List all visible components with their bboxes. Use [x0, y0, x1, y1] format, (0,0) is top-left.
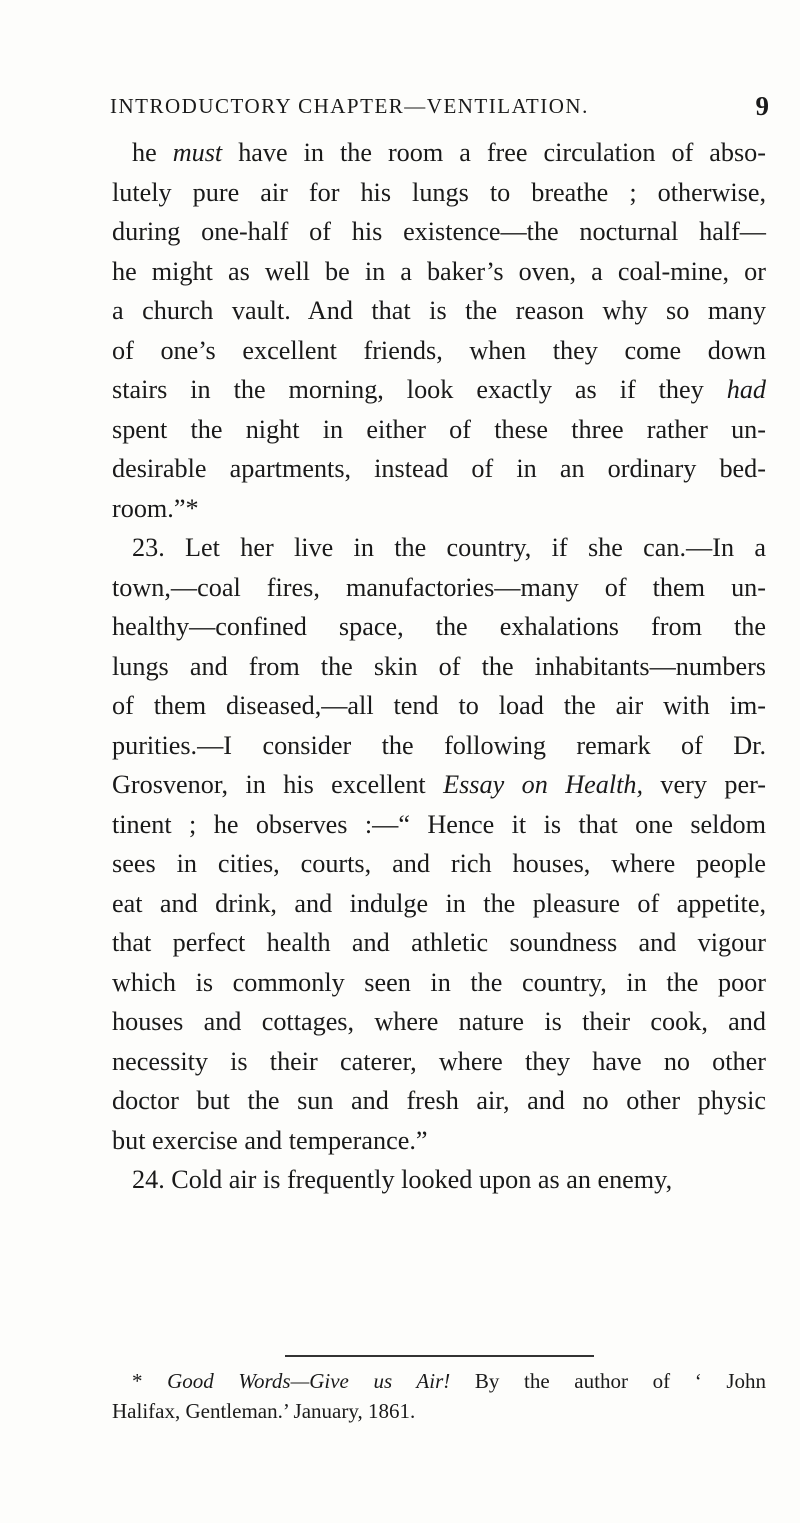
- page-header: [110, 88, 770, 124]
- text-line: [112, 923, 766, 963]
- paragraph: [112, 1160, 766, 1200]
- text-run: which is commonly seen in the country, in the poor: [112, 967, 766, 997]
- text-run: 23. Let her live in the country, if she can.—In a: [132, 533, 766, 562]
- page-number: 9: [755, 90, 770, 121]
- text-line: [112, 212, 766, 252]
- text-line: [112, 1396, 766, 1426]
- text-run: 24. Cold air is frequently looked upon as an enemy,: [132, 1165, 673, 1194]
- running-head: INTRODUCTORY CHAPTER—VENTILATION.: [110, 93, 589, 118]
- text-run: Halifax, Gentleman.’ January, 1861.: [112, 1399, 416, 1423]
- text-run: have in the room a free circulation of abso-: [222, 138, 767, 167]
- text-run: eat and drink, and indulge in the pleasure of appetite,: [112, 888, 766, 918]
- text-line: [112, 1121, 766, 1161]
- text-line: [112, 686, 766, 726]
- text-line: [112, 291, 766, 331]
- text-run: he: [132, 138, 173, 167]
- text-run: purities.—I consider the following remark of Dr.: [112, 730, 766, 760]
- text-line: [112, 331, 766, 371]
- text-run: stairs in the morning, look exactly as if they: [112, 375, 727, 404]
- text-line: [112, 844, 766, 884]
- text-run: By the author of ‘ John: [450, 1369, 767, 1393]
- text-run: of them diseased,—all tend to load the air with im-: [112, 691, 766, 720]
- text-run: town,—coal fires, manufactories—many of them un-: [112, 572, 766, 602]
- italic-run: had: [726, 375, 766, 404]
- text-line: [112, 449, 766, 489]
- text-run: lutely pure air for his lungs to breathe ; otherwise,: [112, 177, 766, 207]
- text-run: very per-: [643, 770, 767, 799]
- paragraph: [112, 528, 766, 1160]
- text-line: [112, 647, 766, 687]
- text-line: [112, 252, 766, 292]
- italic-run: Essay on Health,: [443, 770, 644, 799]
- text-line: [112, 1002, 766, 1042]
- italic-run: must: [172, 138, 223, 167]
- text-run: tinent ; he observes :—“ Hence it is that one seldom: [112, 809, 766, 839]
- text-run: houses and cottages, where nature is their cook, and: [112, 1007, 766, 1036]
- text-run: but exercise and temperance.”: [112, 1125, 428, 1155]
- text-line: [112, 1366, 766, 1396]
- text-line: [112, 963, 766, 1003]
- text-line: [112, 173, 766, 213]
- footnote-rule: [285, 1355, 594, 1357]
- body-text: [112, 133, 766, 1200]
- text-line: [112, 133, 766, 173]
- text-run: a church vault. And that is the reason why so many: [112, 296, 766, 325]
- text-line: [112, 528, 766, 568]
- text-run: necessity is their caterer, where they have no other: [112, 1046, 766, 1076]
- text-run: spent the night in either of these three rather un-: [112, 414, 766, 444]
- text-line: [112, 568, 766, 608]
- text-run: that perfect health and athletic soundness and vigour: [112, 928, 766, 957]
- text-run: sees in cities, courts, and rich houses, where people: [112, 849, 766, 878]
- text-line: [112, 1081, 766, 1121]
- text-line: [112, 410, 766, 450]
- italic-run: Good Words—Give us Air!: [167, 1369, 451, 1393]
- text-run: *: [132, 1369, 168, 1393]
- text-line: [112, 884, 766, 924]
- text-run: during one-half of his existence—the nocturnal half—: [112, 217, 766, 246]
- footnote: [112, 1366, 766, 1426]
- text-line: [112, 607, 766, 647]
- paragraph: [112, 133, 766, 528]
- text-line: [112, 805, 766, 845]
- text-line: [112, 370, 766, 410]
- text-line: [112, 726, 766, 766]
- text-line: [112, 489, 766, 529]
- text-line: [112, 1160, 766, 1200]
- text-run: room.”*: [112, 493, 199, 523]
- text-run: Grosvenor, in his excellent: [112, 770, 444, 799]
- text-run: lungs and from the skin of the inhabitants—numbers: [112, 651, 766, 681]
- text-run: healthy—confined space, the exhalations from the: [112, 612, 766, 641]
- text-run: desirable apartments, instead of in an ordinary bed-: [112, 454, 766, 483]
- text-run: of one’s excellent friends, when they come down: [112, 335, 766, 365]
- text-run: doctor but the sun and fresh air, and no other physic: [112, 1086, 766, 1115]
- text-line: [112, 1042, 766, 1082]
- text-run: he might as well be in a baker’s oven, a coal-mine, or: [112, 256, 766, 286]
- text-line: [112, 765, 766, 805]
